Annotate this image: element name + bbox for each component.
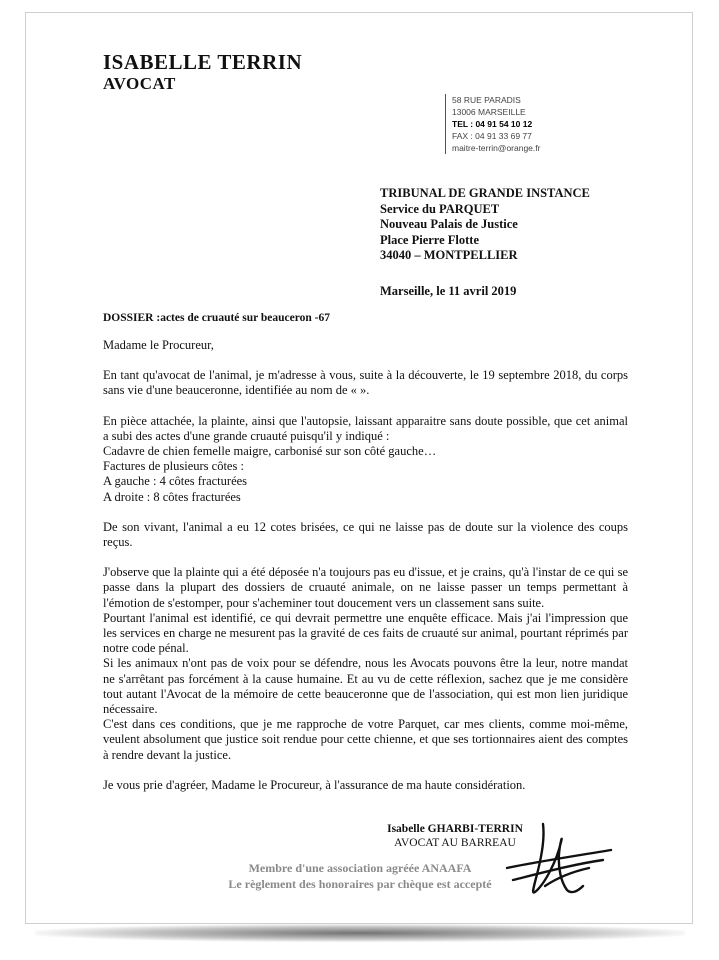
autopsy-line: A droite : 8 côtes fracturées xyxy=(103,489,241,504)
recipient-line: Nouveau Palais de Justice xyxy=(380,217,518,231)
salutation: Madame le Procureur, xyxy=(103,338,214,352)
handwritten-signature xyxy=(505,820,615,900)
recipient-line: Place Pierre Flotte xyxy=(380,232,480,247)
recipient-line: 34040 – MONTPELLIER xyxy=(380,248,518,262)
body-paragraph: De son vivant, l'animal a eu 12 cotes brisées, ce qui ne laisse pas de doute sur la violence des coups reçus. xyxy=(103,519,628,550)
signer-role: AVOCAT AU BARREAU xyxy=(394,837,516,849)
date-line: Marseille, le 11 avril 2019 xyxy=(380,284,517,298)
recipient-line: Service du PARQUET xyxy=(380,201,500,216)
letter-body xyxy=(103,338,628,793)
footer-line: Le règlement des honoraires par chèque est accepté xyxy=(228,877,492,891)
autopsy-line: Factures de plusieurs côtes : xyxy=(103,459,244,474)
autopsy-line: Cadavre de chien femelle maigre, carbonisé sur son côté gauche… xyxy=(103,444,437,459)
footer-note xyxy=(195,860,525,892)
footer-line: Membre d'une association agréée ANAAFA xyxy=(248,861,472,875)
body-paragraph: En pièce attachée, la plainte, ainsi que l'autopsie, laissant apparaitre sans doute possible, que cet animal a subi des actes d'une grande cruauté puisqu'il y indiqué : xyxy=(103,413,628,443)
closing-formula: Je vous prie d'agréer, Madame le Procureur, à l'assurance de ma haute considération. xyxy=(103,777,526,792)
page-shadow xyxy=(35,924,685,942)
recipient-block xyxy=(380,186,590,264)
recipient-line: TRIBUNAL DE GRANDE INSTANCE xyxy=(380,186,590,200)
body-paragraph: Si les animaux n'ont pas de voix pour se défendre, nous les Avocats pouvons être la leur, notre mandat ne s'arrêtant pas forcément à la cause humaine. Et au vu de cette réflexion, sachez que je me considère tout autant l'Avocat de la mémoire de cette beauceronne que de l'association, qui est mon lien juridique nécessaire. xyxy=(103,656,628,717)
body-paragraph: Pourtant l'animal est identifié, ce qui devrait permettre une enquête efficace. Mais j'ai l'impression que les services en charge ne mesurent pas la gravité de ces faits de cruauté sur animal, pourtant réprimés par notre code pénal. xyxy=(103,610,628,656)
letterhead-title: AVOCAT xyxy=(103,74,176,93)
body-paragraph: C'est dans ces conditions, que je me rapproche de votre Parquet, car mes clients, comme moi-même, veulent absolument que justice soit rendue pour cette chienne, et que ses tortionnaires aient des comptes à rendre devant la justice. xyxy=(103,717,628,762)
contact-address-city: 13006 MARSEILLE xyxy=(452,107,526,117)
contact-block xyxy=(445,94,540,154)
autopsy-line: A gauche : 4 côtes fracturées xyxy=(103,474,248,489)
dossier-reference: DOSSIER :actes de cruauté sur beauceron -67 xyxy=(103,312,331,324)
letterhead-name: ISABELLE TERRIN xyxy=(103,50,303,74)
contact-phone: TEL : 04 91 54 10 12 xyxy=(452,119,533,129)
contact-fax: FAX : 04 91 33 69 77 xyxy=(452,131,532,141)
body-paragraph: J'observe que la plainte qui a été déposée n'a toujours pas eu d'issue, et je crains, qu'à l'instar de ce qui se passe dans la plupart des dossiers de cruauté animale, on ne laisse passer un temps permettant à l'émotion de s'estomper, pour s'acheminer tout doucement vers un classement sans suite. xyxy=(103,565,628,610)
signer-name: Isabelle GHARBI-TERRIN xyxy=(387,823,523,835)
body-paragraph: En tant qu'avocat de l'animal, je m'adresse à vous, suite à la découverte, le 19 septembre 2018, du corps sans vie d'une beauceronne, identifiée au nom de « ». xyxy=(103,368,628,398)
contact-email: maitre-terrin@orange.fr xyxy=(452,143,541,153)
contact-address-street: 58 RUE PARADIS xyxy=(452,95,521,105)
